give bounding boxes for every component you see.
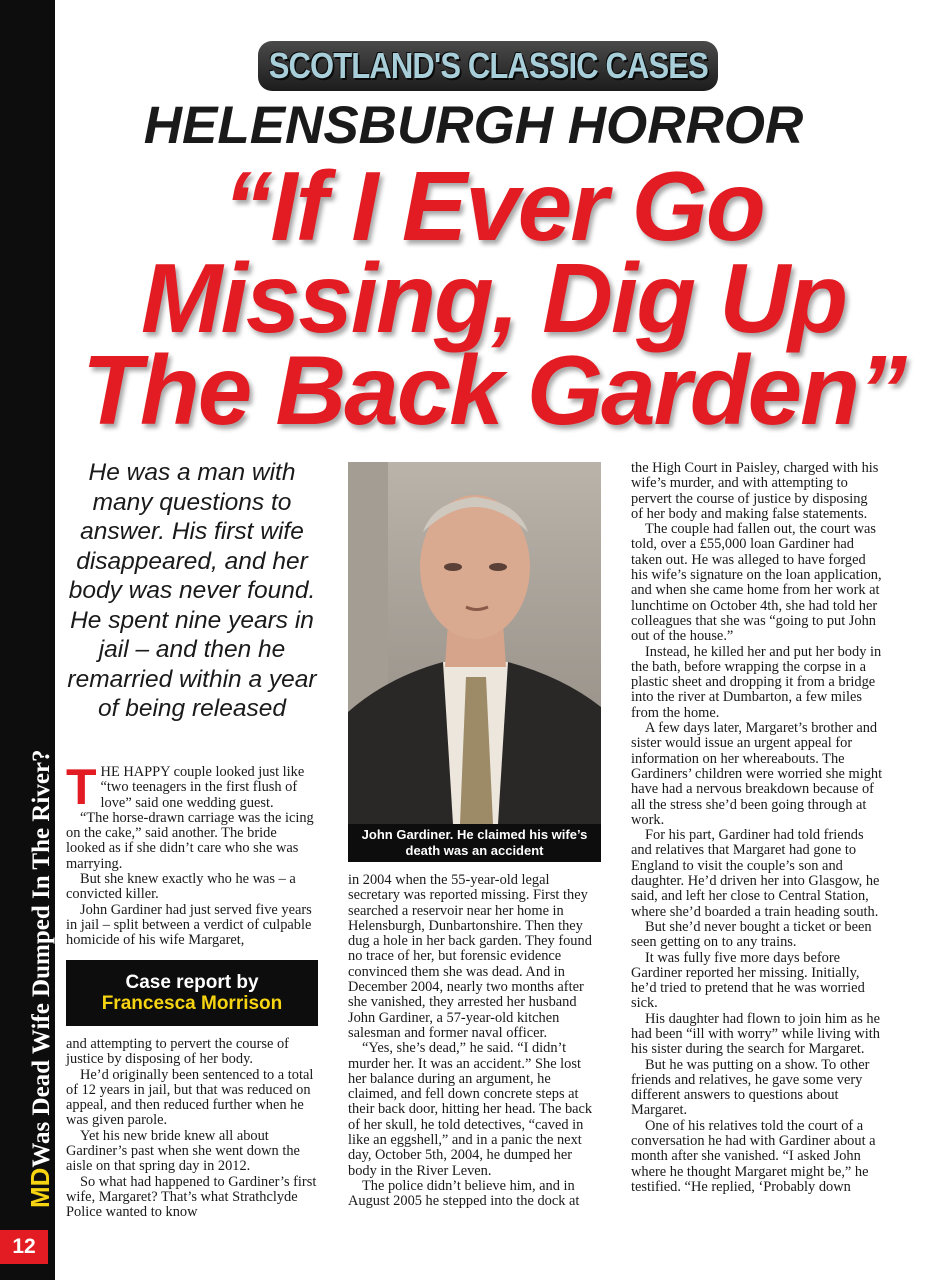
paragraph: For his part, Gardiner had told friends and relatives that Margaret had gone to England to visit the couple’s son and daughter. He’d driven her into Glasgow, he said, and left her close to Central Station, where she’d boarded a train heading south. — [631, 827, 880, 920]
paragraph: He’d originally been sentenced to a total of 12 years in jail, but that was reduced on appeal, and then reduced further when he was given parole. — [66, 1066, 314, 1129]
paragraph: and attempting to pervert the course of justice by disposing of her body. — [66, 1036, 289, 1068]
quote-line: “If I Ever Go — [223, 151, 764, 261]
photo — [348, 462, 601, 862]
paragraph: “Yes, she’s dead,” he said. “I didn’t murder her. It was an accident.” She lost her balance during an argument, he claimed, and fell down concrete steps at their back door, hitting her head. The back of her skull, he told detectives, “caved in like an eggshell,” and in a panic the next day, October 5th, 2004, he dumped her body in the River Leven. — [348, 1040, 593, 1179]
photo-caption: John Gardiner. He claimed his wife’s death was an accident — [348, 824, 601, 862]
section-banner-label: SCOTLAND'S CLASSIC CASES — [268, 45, 708, 86]
section-banner — [258, 41, 718, 91]
article-column-1-bottom — [66, 1037, 318, 1221]
paragraph: A few days later, Margaret’s brother and sister would issue an urgent appeal for information on her whereabouts. The Gardiners’ children were worried she might have had a nervous breakdown because of all the stress she’d been going through at work. — [631, 720, 883, 828]
byline-box — [66, 960, 318, 1026]
paragraph: the High Court in Paisley, charged with his wife’s murder, and with attempting to pervert the course of justice by disposing of her body and making false statements. — [631, 460, 879, 522]
byline-label: Case report by — [125, 972, 259, 993]
paragraph: THE HAPPY couple looked just like “two teenagers in the first flush of love” said one wedding guest. — [66, 759, 305, 815]
article-column-1-top — [66, 759, 318, 949]
headline: HELENSBURGH HORROR — [143, 96, 804, 155]
paragraph: One of his relatives told the court of a conversation he had with Gardiner about a month after she vanished. “I asked John where he thought Margaret might be,” he testified. “He replied, ‘Probably down — [631, 1117, 876, 1195]
standfirst: He was a man with many questions to answer. His first wife disappeared, and her body was never found. He spent nine years in jail – and then he remarried within a year of being released — [67, 459, 317, 722]
paragraph: It was fully five more days before Gardiner reported her missing. Initially, he’d tried to pretend that he was worried sick. — [631, 949, 865, 1012]
side-strip-title — [27, 749, 54, 1208]
portrait-image — [348, 462, 601, 824]
byline-author: Francesca Morrison — [101, 993, 283, 1014]
paragraph: in 2004 when the 55-year-old legal secretary was reported missing. First they searched a reservoir near her home in Helensburgh, Dunbartonshire. Then they dug a hole in her back garden. They found no trace of her, but forensic evidence convinced them she was dead. And in December 2004, nearly two months after she vanished, they arrested her husband John Gardiner, a 57-year-old kitchen salesman and former naval officer. — [348, 872, 592, 1041]
quote-headline — [60, 151, 927, 445]
paragraph: But she knew exactly who he was – a convicted killer. — [66, 871, 296, 903]
magazine-logo: MD — [25, 1167, 55, 1208]
quote-line: The Back Garden” — [81, 335, 906, 445]
quote-line: Missing, Dig Up — [141, 243, 846, 353]
paragraph: But he was putting on a show. To other friends and relatives, he gave some very different answers to questions about Margaret. — [631, 1056, 870, 1119]
drop-cap: T — [66, 759, 97, 815]
paragraph: “The horse-drawn carriage was the icing on the cake,” said another. The bride looked as if she didn’t care who she was marrying. — [66, 809, 314, 872]
paragraph: Yet his new bride knew all about Gardiner’s past when she went down the aisle on that spring day in 2012. — [66, 1127, 300, 1175]
side-strip-text: Was Dead Wife Dumped In The River? — [28, 749, 55, 1168]
paragraph: Instead, he killed her and put her body in the bath, before wrapping the corpse in a plastic sheet and dropping it from a bridge into the river at Dumbarton, a few miles from the home. — [631, 643, 882, 721]
paragraph: John Gardiner had just served five years in jail – split between a verdict of culpable homicide of his wife Margaret, — [66, 901, 312, 949]
article-column-3 — [631, 461, 883, 1195]
paragraph: But she’d never bought a ticket or been seen getting on to any trains. — [631, 918, 872, 951]
paragraph: His daughter had flown to join him as he had been “ill with worry” while living with his sister during the search for Margaret. — [631, 1010, 881, 1058]
paragraph: The police didn’t believe him, and in August 2005 he stepped into the dock at — [348, 1177, 580, 1210]
paragraph: So what had happened to Gardiner’s first wife, Margaret? That’s what Strathclyde Police wanted to know — [66, 1173, 317, 1221]
paragraph: The couple had fallen out, the court was told, over a £55,000 loan Gardiner had taken out. He was alleged to have forged his wife’s signature on the loan application, and when she came home from her work at lunchtime on October 4th, she had told her colleagues that she was “going to put John out of the house.” — [631, 521, 882, 645]
article-column-2 — [348, 873, 600, 1210]
page-number: 12 — [0, 1230, 48, 1264]
